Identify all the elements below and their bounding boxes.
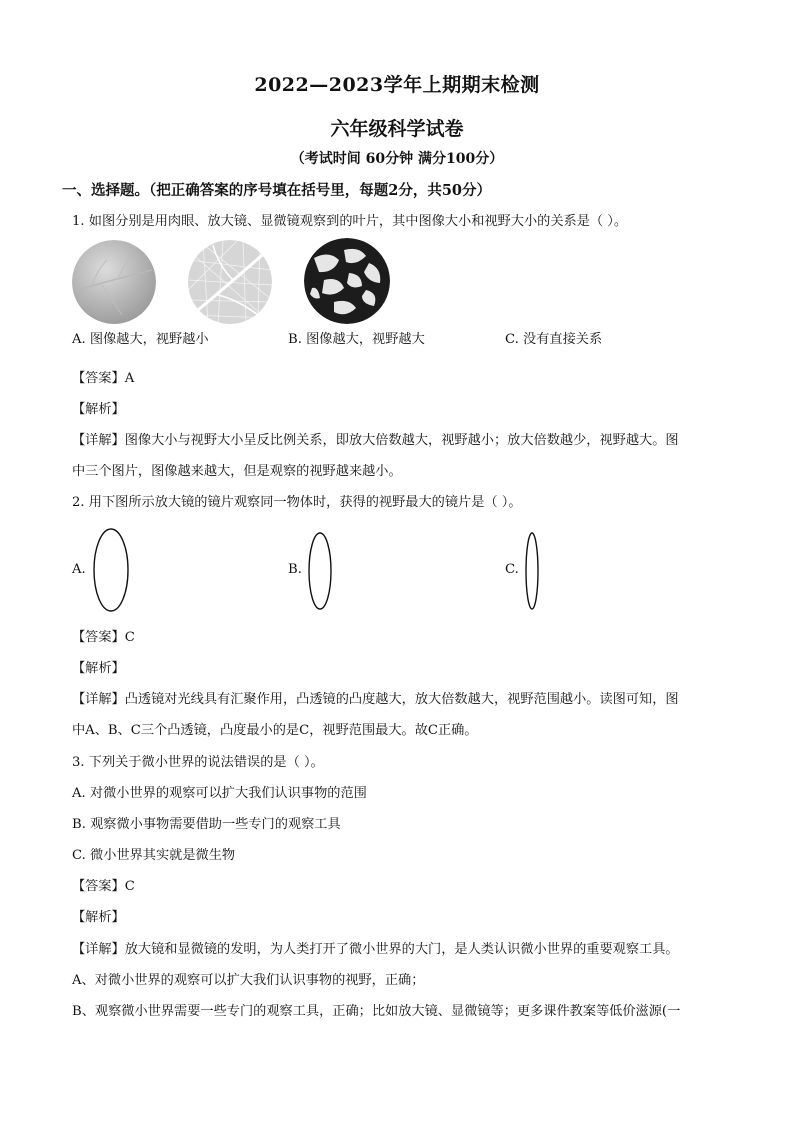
lens-b-icon <box>307 531 333 611</box>
exam-title: 2022—2023学年上期期末检测 <box>254 74 540 96</box>
q2-analysis-label: 【解析】 <box>72 661 125 676</box>
q3-answer: 【答案】C <box>72 879 135 894</box>
q2-detail-line2: 中A、B、C三个凸透镜，凸度最小的是C，视野范围最大。故C正确。 <box>72 723 478 738</box>
q2-option-a: A. <box>72 562 86 577</box>
q1-detail-line1: 【详解】图像大小与视野大小呈反比例关系，即放大倍数越大，视野越小；放大倍数越少，视野越大。图 <box>72 433 679 448</box>
leaf-naked-eye-image <box>72 240 156 324</box>
q1-answer: 【答案】A <box>72 371 135 386</box>
q2-option-c: C. <box>505 562 519 577</box>
q1-detail-line2: 中三个图片，图像越来越大，但是观察的视野越来越小。 <box>72 464 402 479</box>
lens-a-icon <box>92 527 130 613</box>
leaf-microscope-image <box>304 238 390 324</box>
leaf-magnifier-image <box>188 240 272 324</box>
q3-detail-line1: 【详解】放大镜和显微镜的发明，为人类打开了微小世界的大门，是人类认识微小世界的重要观察工具。 <box>72 942 679 957</box>
exam-info: （考试时间 60分钟 满分100分） <box>290 151 504 167</box>
lens-c-icon <box>524 531 540 611</box>
q3-option-c: C. 微小世界其实就是微生物 <box>72 848 236 863</box>
q2-detail-line1: 【详解】凸透镜对光线具有汇聚作用，凸透镜的凸度越大，放大倍数越大，视野范围越小。读图可知，图 <box>72 692 679 707</box>
q3-option-a: A. 对微小世界的观察可以扩大我们认识事物的范围 <box>72 786 367 801</box>
q1-analysis-label: 【解析】 <box>72 402 125 417</box>
exam-subtitle: 六年级科学试卷 <box>330 118 464 140</box>
q1-stem: 1. 如图分别是用肉眼、放大镜、显微镜观察到的叶片，其中图像大小和视野大小的关系是（ ）。 <box>72 214 628 229</box>
q1-option-b: B. 图像越大，视野越大 <box>288 332 425 347</box>
q2-stem: 2. 用下图所示放大镜的镜片观察同一物体时，获得的视野最大的镜片是（ ）。 <box>72 495 522 510</box>
q3-detail-line2: A、对微小世界的观察可以扩大我们认识事物的视野，正确； <box>72 973 425 988</box>
section-heading: 一、选择题。（把正确答案的序号填在括号里，每题2分，共50分） <box>62 182 492 199</box>
q1-option-c: C. 没有直接关系 <box>505 332 603 347</box>
q3-option-b: B. 观察微小事物需要借助一些专门的观察工具 <box>72 817 341 832</box>
q3-stem: 3. 下列关于微小世界的说法错误的是（ ）。 <box>72 755 324 770</box>
q3-analysis-label: 【解析】 <box>72 910 125 925</box>
q2-option-b: B. <box>288 562 302 577</box>
q1-option-a: A. 图像越大，视野越小 <box>72 332 209 347</box>
q2-answer: 【答案】C <box>72 630 135 645</box>
q3-detail-line3: B、观察微小世界需要一些专门的观察工具，正确；比如放大镜、显微镜等；更多课件教案等低价滋源(一 <box>72 1004 681 1019</box>
